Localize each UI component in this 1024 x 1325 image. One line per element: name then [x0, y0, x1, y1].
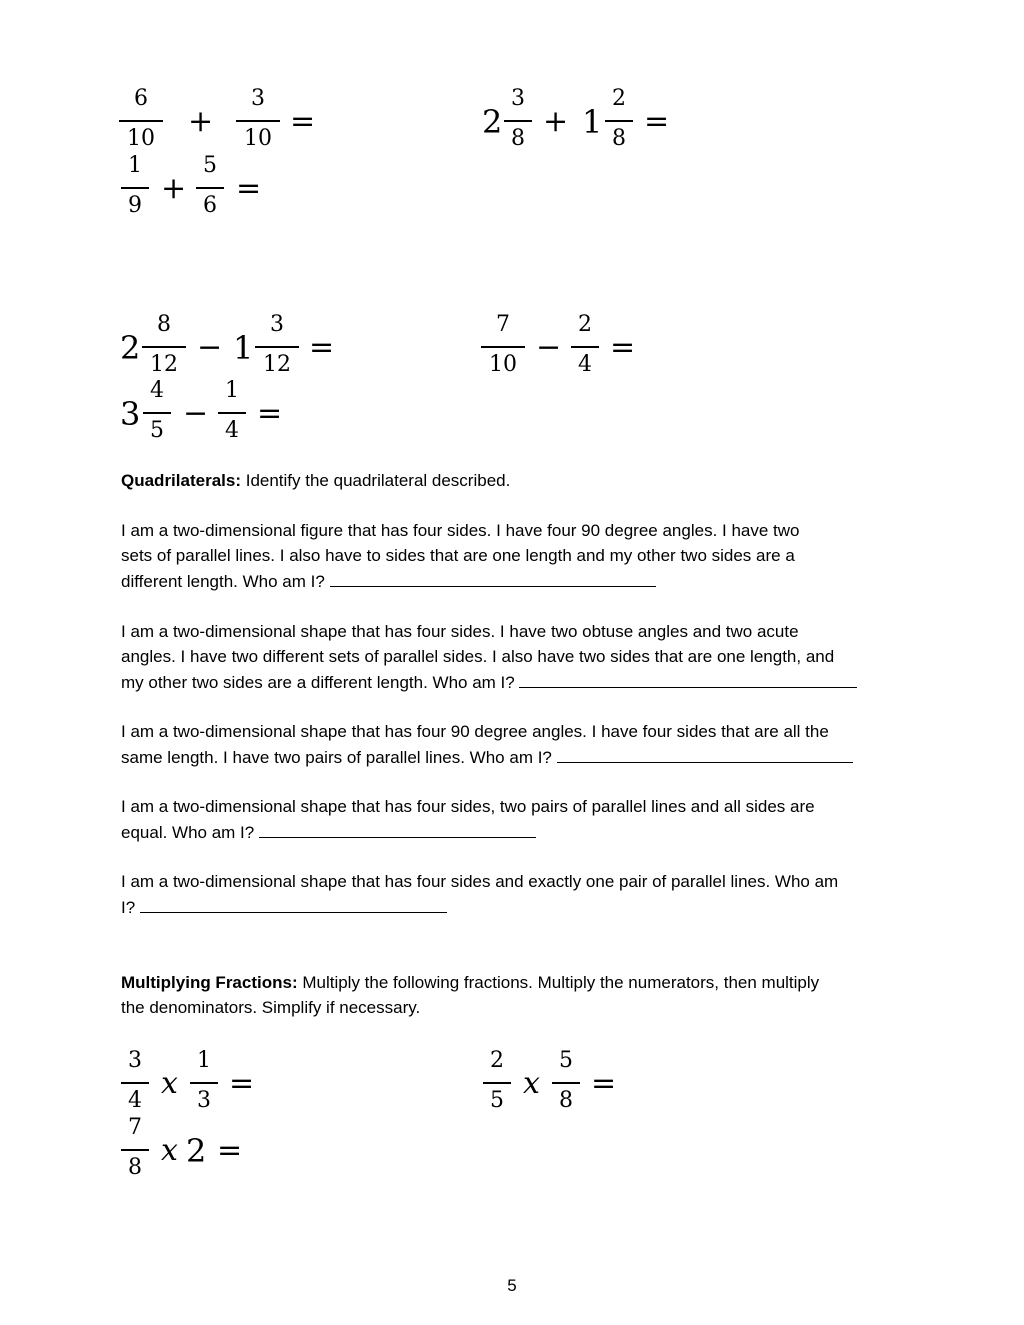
fraction-bar	[483, 1082, 511, 1084]
whole-number: 1	[582, 103, 603, 141]
denominator: 8	[128, 1155, 142, 1180]
fraction-bar	[571, 346, 599, 348]
minus-sign: −	[183, 396, 209, 431]
minus-sign: −	[197, 330, 223, 365]
question-3	[121, 719, 853, 770]
denominator: 8	[612, 126, 626, 151]
question-line: I am a two-dimensional figure that has four sides. I have four 90 degree angles. I have two	[121, 521, 800, 540]
fraction-bar	[121, 187, 149, 189]
fraction-bar	[143, 412, 171, 414]
denominator: 12	[263, 352, 291, 377]
numerator: 3	[511, 86, 525, 111]
numerator: 8	[157, 312, 171, 337]
answer-blank[interactable]	[330, 568, 656, 587]
plus-sign: +	[188, 104, 214, 139]
section-instruction-line: the denominators. Simplify if necessary.	[121, 998, 421, 1017]
question-2	[121, 619, 857, 695]
numerator: 6	[134, 86, 148, 111]
denominator: 12	[150, 352, 178, 377]
denominator: 8	[511, 126, 525, 151]
question-line: I am a two-dimensional shape that has four sides and exactly one pair of parallel lines. Who am	[121, 872, 839, 891]
numerator: 3	[251, 86, 265, 111]
denominator: 4	[578, 352, 592, 377]
multiplying-header	[121, 970, 819, 1020]
numerator: 3	[128, 1048, 142, 1073]
question-line: I am a two-dimensional shape that has four sides, two pairs of parallel lines and all sides are	[121, 797, 815, 816]
numerator: 5	[203, 153, 217, 178]
fraction-bar	[196, 187, 224, 189]
plus-sign: +	[543, 104, 569, 139]
numerator: 1	[225, 378, 239, 403]
question-text: I?	[121, 898, 140, 917]
numerator: 3	[270, 312, 284, 337]
question-line	[121, 744, 853, 770]
question-line	[121, 819, 815, 845]
numerator: 7	[496, 312, 510, 337]
subtract-problem-3	[0, 380, 400, 460]
whole-number: 1	[233, 329, 254, 367]
question-text: my other two sides are a different length. Who am I?	[121, 673, 520, 692]
question-line: I am a two-dimensional shape that has four sides. I have two obtuse angles and two acute	[121, 622, 799, 641]
answer-blank[interactable]	[259, 819, 536, 838]
denominator: 10	[127, 126, 155, 151]
section-instruction: Multiply the following fractions. Multiply the numerators, then multiply	[297, 973, 820, 992]
section-heading: Quadrilaterals:	[121, 471, 241, 490]
equals-sign: =	[229, 1066, 255, 1101]
equals-sign: =	[591, 1066, 617, 1101]
add-problem-3	[0, 155, 400, 235]
answer-blank[interactable]	[140, 894, 447, 913]
fraction-bar	[481, 346, 525, 348]
equals-sign: =	[236, 171, 262, 206]
question-text: equal. Who am I?	[121, 823, 259, 842]
whole-number: 2	[186, 1132, 207, 1170]
equals-sign: =	[644, 104, 670, 139]
equals-sign: =	[257, 396, 283, 431]
question-line: sets of parallel lines. I also have to sides that are one length and my other two sides are a	[121, 546, 795, 565]
question-line: angles. I have two different sets of parallel sides. I also have two sides that are one length, and	[121, 647, 835, 666]
section-instruction: Identify the quadrilateral described.	[241, 471, 511, 490]
fraction-bar	[121, 1149, 149, 1151]
times-sign: x	[161, 1133, 178, 1168]
denominator: 3	[197, 1088, 211, 1113]
numerator: 1	[197, 1048, 211, 1073]
times-sign: x	[523, 1066, 540, 1101]
whole-number: 2	[482, 103, 503, 141]
section-heading: Multiplying Fractions:	[121, 973, 298, 992]
denominator: 4	[225, 418, 239, 443]
denominator: 5	[490, 1088, 504, 1113]
question-line: I am a two-dimensional shape that has four 90 degree angles. I have four sides that are all the	[121, 722, 829, 741]
fraction-bar	[605, 120, 633, 122]
fraction-bar	[552, 1082, 580, 1084]
numerator: 2	[578, 312, 592, 337]
numerator: 4	[150, 378, 164, 403]
question-5	[121, 869, 838, 920]
equals-sign: =	[309, 330, 335, 365]
numerator: 2	[490, 1048, 504, 1073]
fraction-bar	[218, 412, 246, 414]
numerator: 1	[128, 153, 142, 178]
question-1	[121, 518, 800, 594]
equals-sign: =	[610, 330, 636, 365]
denominator: 8	[559, 1088, 573, 1113]
denominator: 10	[244, 126, 272, 151]
numerator: 2	[612, 86, 626, 111]
question-text: different length. Who am I?	[121, 572, 330, 591]
whole-number: 3	[120, 395, 141, 433]
equals-sign: =	[290, 104, 316, 139]
question-line	[121, 568, 800, 594]
section-heading-line	[121, 970, 819, 995]
denominator: 6	[203, 193, 217, 218]
question-line	[121, 894, 838, 920]
equals-sign: =	[217, 1133, 243, 1168]
times-sign: x	[161, 1066, 178, 1101]
quadrilaterals-header	[121, 468, 510, 493]
numerator: 5	[559, 1048, 573, 1073]
whole-number: 2	[120, 329, 141, 367]
answer-blank[interactable]	[557, 744, 853, 763]
plus-sign: +	[161, 171, 187, 206]
question-4	[121, 794, 815, 845]
denominator: 10	[489, 352, 517, 377]
question-text: same length. I have two pairs of parallel lines. Who am I?	[121, 748, 557, 767]
page-number: 5	[507, 1276, 517, 1295]
denominator: 5	[150, 418, 164, 443]
minus-sign: −	[536, 330, 562, 365]
denominator: 4	[128, 1088, 142, 1113]
multiply-problem-3	[0, 1117, 400, 1197]
question-line	[121, 669, 857, 695]
fraction-bar	[504, 120, 532, 122]
denominator: 9	[128, 193, 142, 218]
numerator: 7	[128, 1115, 142, 1140]
answer-blank[interactable]	[519, 669, 857, 688]
